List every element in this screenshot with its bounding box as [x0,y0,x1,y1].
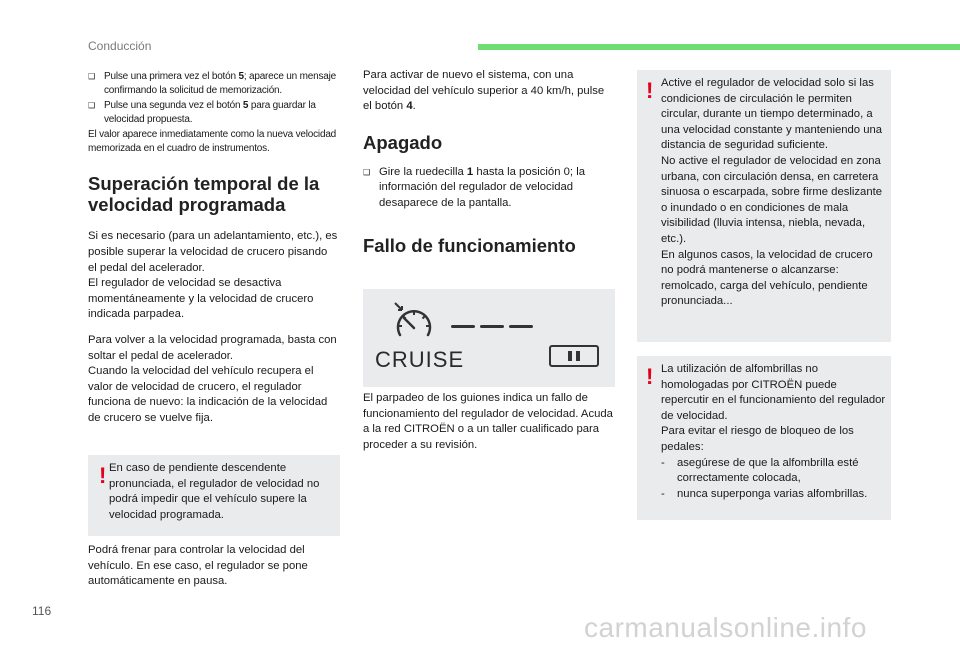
section-color-bar [478,44,960,50]
list-item: - asegúrese de que la alfombrilla esté correctamente colocada, [661,456,859,485]
watermark: carmanualsonline.info [584,612,867,643]
paragraph: Para activar de nuevo el sistema, con una velocidad del vehículo superior a 40 km/h, pulse el botón 4. [363,69,605,113]
checkbox-bullet-icon: ❑ [363,167,371,177]
warning-box-usage [637,70,891,342]
page-number: 116 [32,604,52,618]
heading-malfunction: Fallo de funcionamiento [363,234,576,256]
speedometer-icon [391,301,437,347]
cruise-display-panel [363,289,615,387]
note-text: El valor aparece inmediatamente como la nueva velocidad memorizada en el cuadro de instrumentos. [88,128,337,155]
paragraph: Para volver a la velocidad programada, basta con soltar el pedal de acelerador. [88,334,337,362]
warning-text: No active el regulador de velocidad en zona urbana, con circulación densa, en carretera sinuosa o escarpada, sobre firme deslizante o inundado o en condiciones de mala visibilidad (lluvia intensa, niebla, nevada, etc.). [661,154,883,245]
warning-text: Para evitar el riesgo de bloqueo de los pedales: [661,425,854,453]
cruise-label: CRUISE [375,347,465,372]
list-item: ❑ Pulse una segunda vez el botón 5 para guardar la velocidad propuesta. [88,99,316,126]
pause-icon [549,345,599,367]
paragraph: Cuando la velocidad del vehículo recupera el valor de velocidad de crucero, el regulador funciona de nuevo: la indicación de la velocidad de crucero se vuelve fija. [88,365,328,424]
paragraph: Si es necesario (para un adelantamiento, etc.), es posible superar la velocidad de crucero pisando el pedal del acelerador. [88,230,338,274]
warning-text: La utilización de alfombrillas no homologadas por CITROËN puede repercutir en el funcionamiento del regulador de velocidad. [661,363,886,422]
warning-box-slope [88,455,340,536]
list-item: ❑ Pulse una primera vez el botón 5; aparece un mensaje confirmando la solicitud de memorización. [88,71,336,97]
checkbox-bullet-icon: ❑ [88,72,95,81]
checkbox-bullet-icon: ❑ [88,100,95,110]
warning-text: En caso de pendiente descendente pronunciada, el regulador de velocidad no podrá impedir que el vehículo supere la velocidad programada. [109,462,320,521]
list-item: - nunca superponga varias alfombrillas. [661,487,868,500]
paragraph: El parpadeo de los guiones indica un fallo de funcionamiento del regulador de velocidad. Acuda a la red CITROËN o a un taller cualificado para proceder a su revisión. [363,392,613,451]
paragraph: El regulador de velocidad se desactiva momentáneamente y la velocidad de crucero indicada parpadea. [88,277,314,321]
heading-off: Apagado [363,131,443,153]
exclamation-icon: ! [646,78,654,103]
paragraph: Podrá frenar para controlar la velocidad del vehículo. En ese caso, el regulador se pone automáticamente en pausa. [88,544,308,588]
column-1 [88,70,338,427]
column-2 [363,68,613,256]
cruise-speed-dashes [451,325,533,328]
warning-text: En algunos casos, la velocidad de crucero no podrá mantenerse o alcanzarse: remolcado, carga del vehículo, pendiente pronunciada... [661,248,873,308]
exclamation-icon: ! [99,463,107,488]
heading-temporary-override: Superación temporal de la velocidad programada [88,173,320,216]
warning-text: Active el regulador de velocidad solo si las condiciones de circulación le permiten circular, durante un tiempo determinado, a una velocidad constante y manteniendo una distancia de seguridad suficiente. [661,77,883,152]
section-title: Conducción [88,39,152,53]
warning-box-mats [637,356,891,520]
list-item: ❑ Gire la ruedecilla 1 hasta la posición 0; la información del regulador de velocidad desaparece de la pantalla. [363,165,585,209]
exclamation-icon: ! [646,364,654,389]
